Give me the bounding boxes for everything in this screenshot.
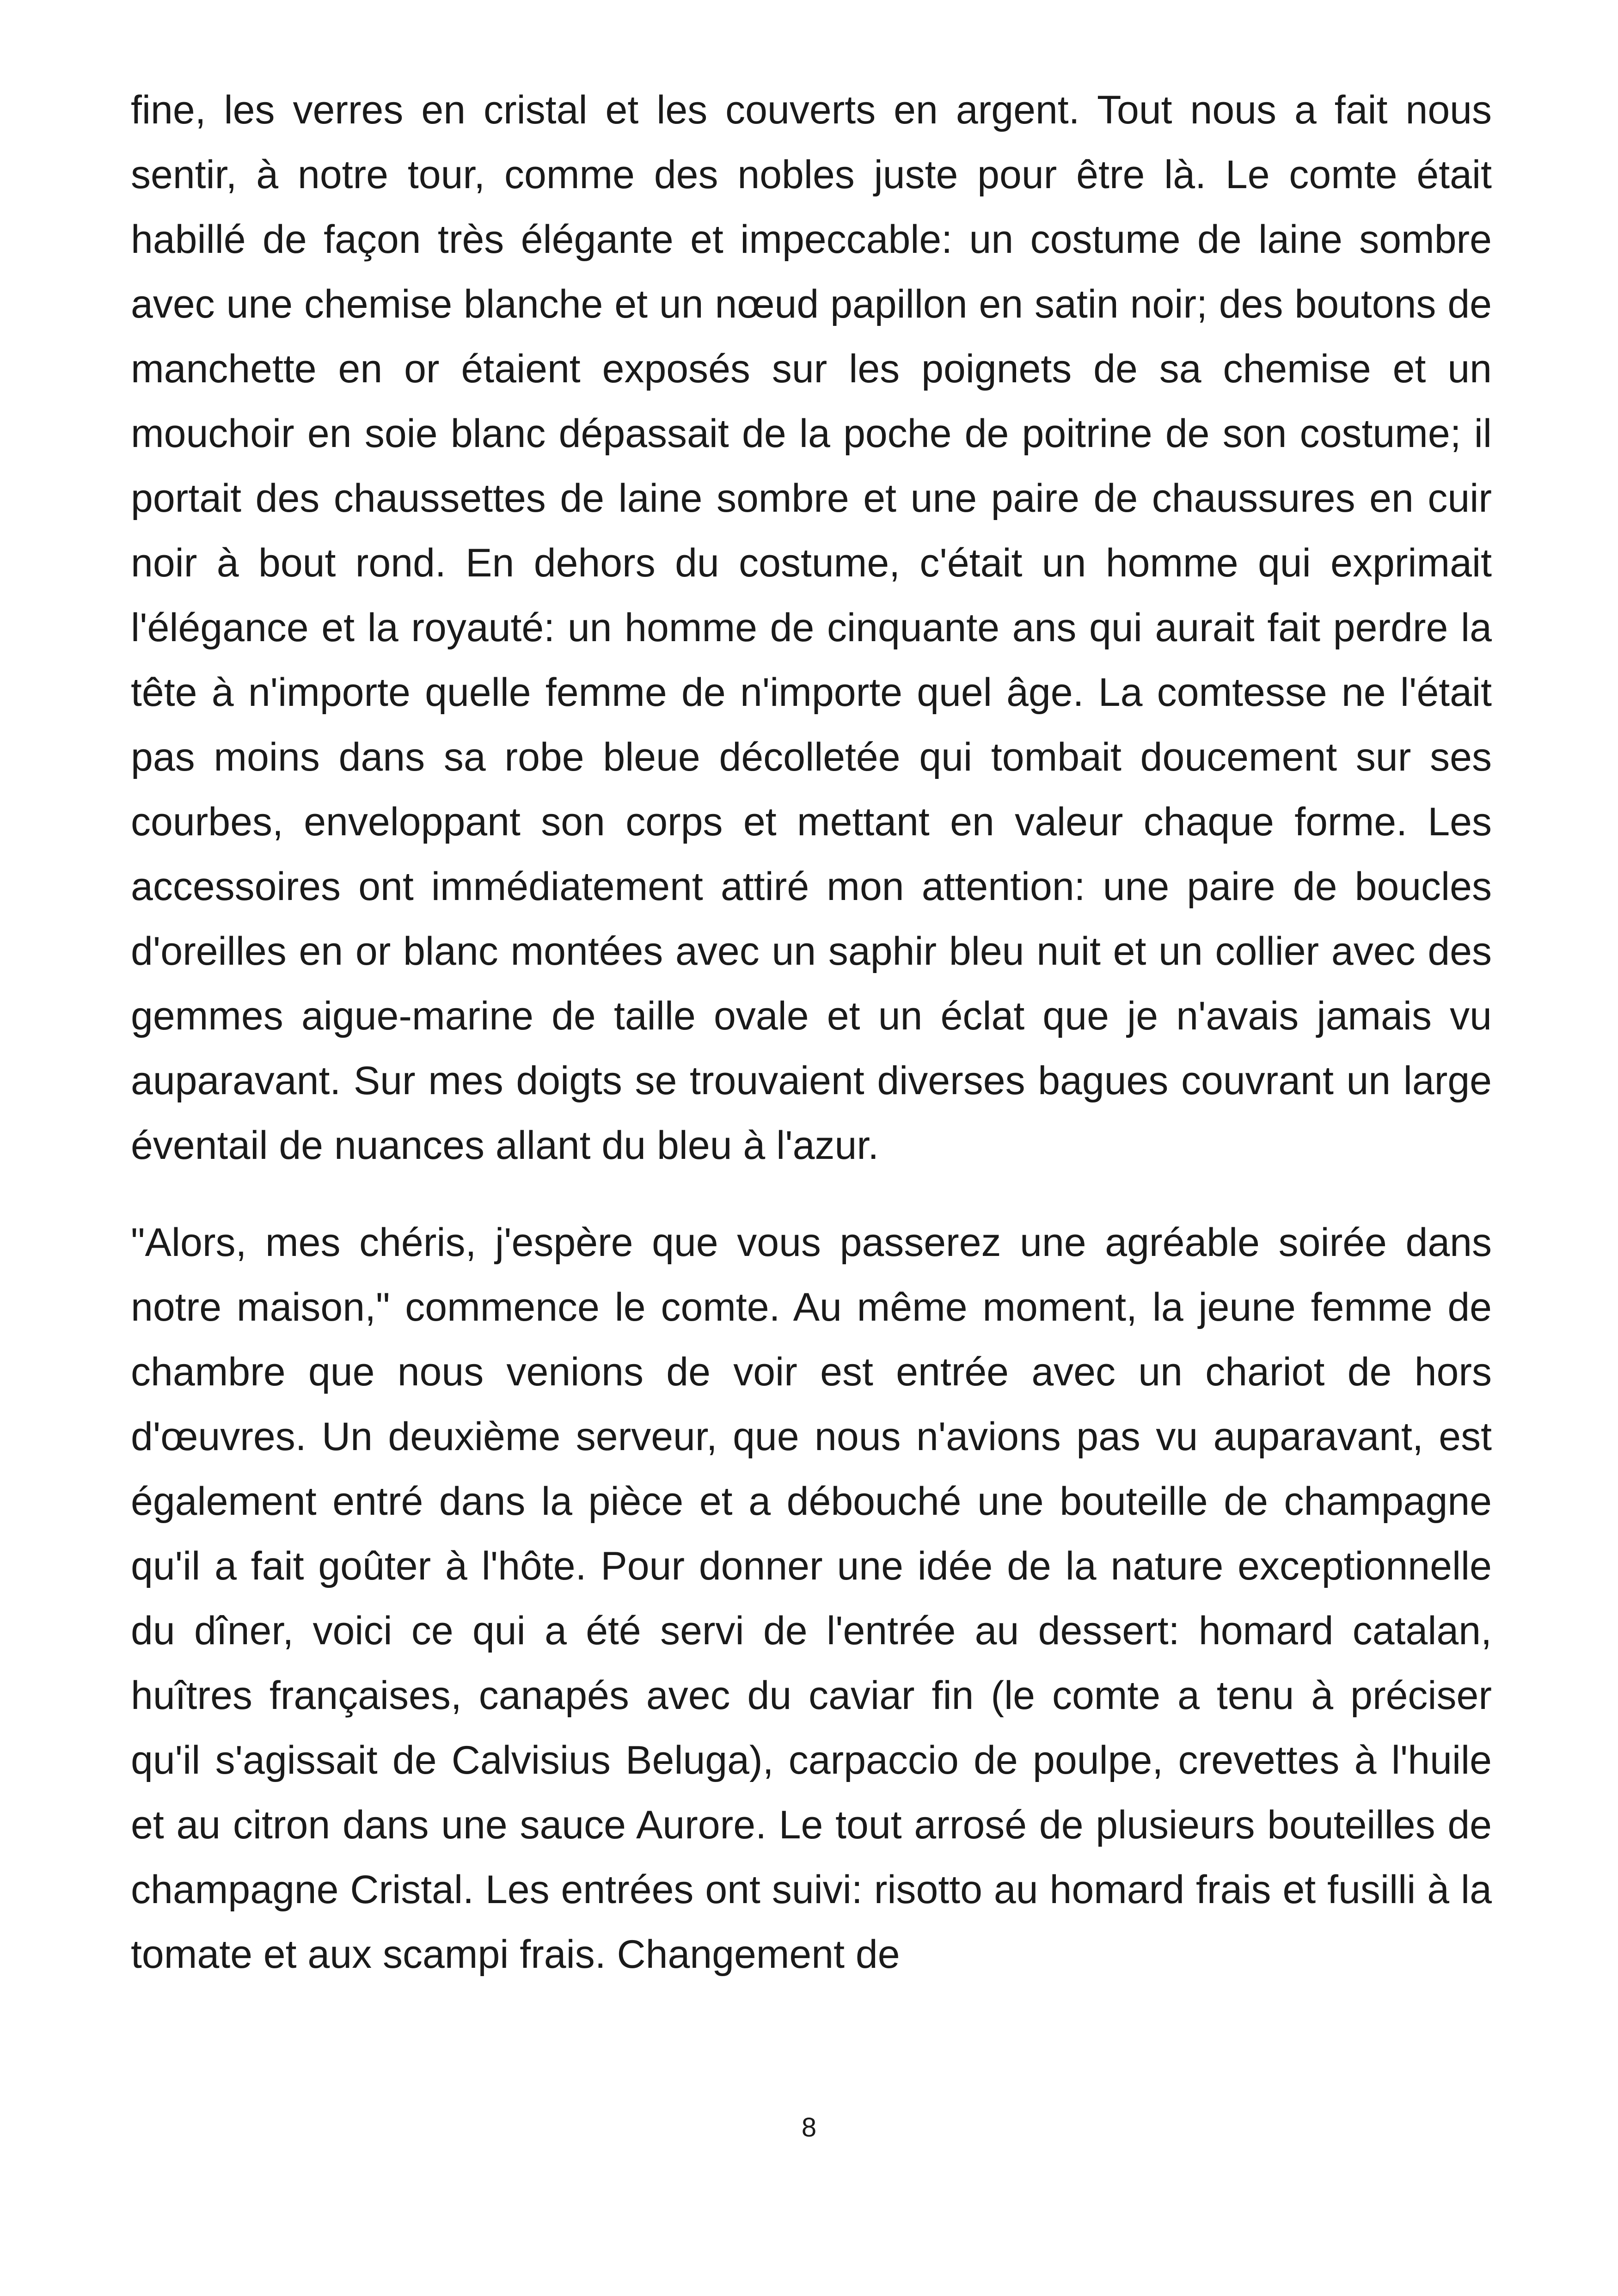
paragraph: "Alors, mes chéris, j'espère que vous passerez une agréable soirée dans notre maison," commence le comte. Au même moment, la jeune femme de chambre que nous venions de voir est entrée avec un chariot de hors d'œuvres. Un deuxième serveur, que nous n'avions pas vu auparavant, est également entré dans la pièce et a débouché une bouteille de champagne qu'il a fait goûter à l'hôte. Pour donner une idée de la nature exceptionnelle du dîner, voici ce qui a été servi de l'entrée au dessert: homard catalan, huîtres françaises, canapés avec du caviar fin (le comte a tenu à préciser qu'il s'agissait de Calvisius Beluga), carpaccio de poulpe, crevettes à l'huile et au citron dans une sauce Aurore. Le tout arrosé de plusieurs bouteilles de champagne Cristal. Les entrées ont suivi: risotto au homard frais et fusilli à la tomate et aux scampi frais. Changement de	[131, 1220, 1492, 1977]
paragraph: fine, les verres en cristal et les couverts en argent. Tout nous a fait nous sentir, à notre tour, comme des nobles juste pour être là. Le comte était habillé de façon très élégante et impeccable: un costume de laine sombre avec une chemise blanche et un nœud papillon en satin noir; des boutons de manchette en or étaient exposés sur les poignets de sa chemise et un mouchoir en soie blanc dépassait de la poche de poitrine de son costume; il portait des chaussettes de laine sombre et une paire de chaussures en cuir noir à bout rond. En dehors du costume, c'était un homme qui exprimait l'élégance et la royauté: un homme de cinquante ans qui aurait fait perdre la tête à n'importe quelle femme de n'importe quel âge. La comtesse ne l'était pas moins dans sa robe bleue décolletée qui tombait doucement sur ses courbes, enveloppant son corps et mettant en valeur chaque forme. Les accessoires ont immédiatement attiré mon attention: une paire de boucles d'oreilles en or blanc montées avec un saphir bleu nuit et un collier avec des gemmes aigue-marine de taille ovale et un éclat que je n'avais jamais vu auparavant. Sur mes doigts se trouvaient diverses bagues couvrant un large éventail de nuances allant du bleu à l'azur.	[131, 88, 1492, 1168]
page-number: 8	[801, 2112, 817, 2143]
body-text	[131, 78, 1492, 1987]
